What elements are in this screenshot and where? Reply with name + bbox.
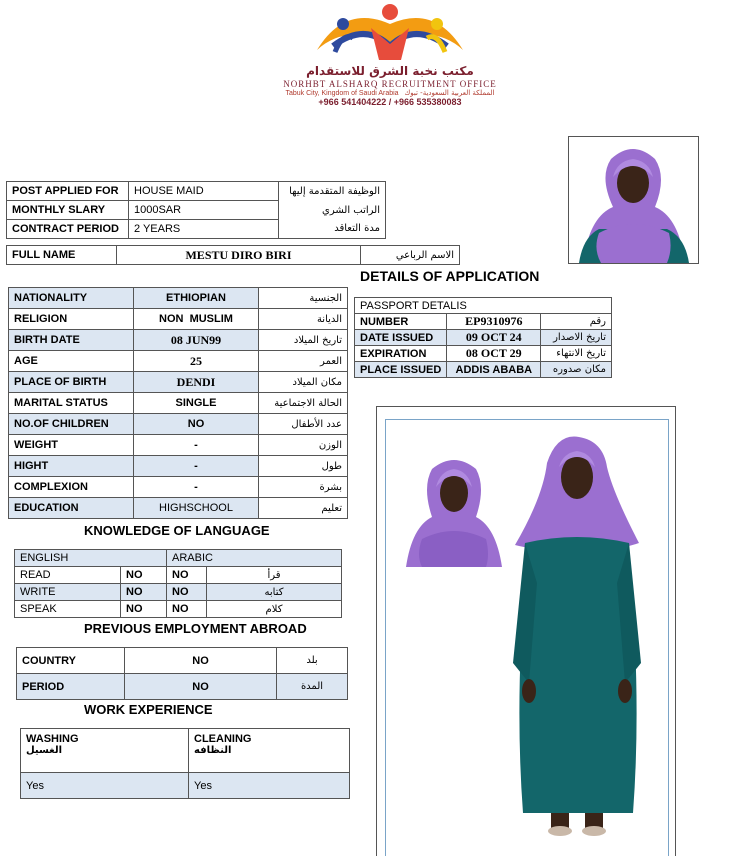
read-arabic: NO <box>167 567 207 584</box>
table-row <box>9 288 348 309</box>
language-arabic-header: ARABIC <box>167 550 342 567</box>
religion-label: RELIGION <box>9 309 134 330</box>
full-body-image <box>507 433 647 843</box>
complexion-value: - <box>134 477 259 498</box>
headshot-photo <box>568 136 699 264</box>
religion-label-ar: الديانة <box>259 309 348 330</box>
contract-period-value: 2 YEARS <box>129 220 279 239</box>
monthly-salary-label: MONTHLY SLARY <box>7 201 129 220</box>
table-row <box>21 773 350 799</box>
period-value: NO <box>125 674 277 700</box>
address-arabic: المملكة العربية السعودية- تبوك <box>404 89 495 97</box>
post-applied-value: HOUSE MAID <box>129 182 279 201</box>
cleaning-label: CLEANING <box>194 733 252 745</box>
marital-status-label: MARITAL STATUS <box>9 393 134 414</box>
age-label-ar: العمر <box>259 351 348 372</box>
cleaning-cell <box>189 729 350 773</box>
table-row <box>15 584 342 601</box>
language-table <box>14 549 342 618</box>
write-arabic: NO <box>167 584 207 601</box>
marital-status-label-ar: الحالة الاجتماعية <box>259 393 348 414</box>
religion-value: NON MUSLIM <box>134 309 259 330</box>
speak-label: SPEAK <box>15 601 121 618</box>
nationality-value: ETHIOPIAN <box>134 288 259 309</box>
period-label: PERIOD <box>17 674 125 700</box>
full-body-photo-frame <box>376 406 676 856</box>
weight-label: WEIGHT <box>9 435 134 456</box>
age-value: 25 <box>134 351 259 372</box>
table-row <box>355 314 612 330</box>
passport-table <box>354 297 612 378</box>
height-label: HIGHT <box>9 456 134 477</box>
table-row <box>9 309 348 330</box>
passport-number-label: NUMBER <box>355 314 447 330</box>
office-name-arabic: مكتب نخبة الشرق للاستقدام <box>306 64 474 78</box>
children-value: NO <box>134 414 259 435</box>
washing-cell <box>21 729 189 773</box>
speak-english: NO <box>121 601 167 618</box>
monthly-salary-label-ar: الراتب الشري <box>279 201 386 220</box>
period-label-ar: المدة <box>277 674 348 700</box>
table-row <box>17 648 348 674</box>
place-issued-label: PLACE ISSUED <box>355 362 447 378</box>
office-name-english: NORHBT ALSHARQ RECRUITMENT OFFICE <box>283 79 497 89</box>
education-label: EDUCATION <box>9 498 134 519</box>
table-row <box>7 246 460 265</box>
birth-date-value: 08 JUN99 <box>134 330 259 351</box>
table-row <box>15 550 342 567</box>
education-label-ar: تعليم <box>259 498 348 519</box>
children-label-ar: عدد الأطفال <box>259 414 348 435</box>
place-issued-label-ar: مكان صدوره <box>541 362 612 378</box>
read-label: READ <box>15 567 121 584</box>
table-row <box>15 567 342 584</box>
weight-value: - <box>134 435 259 456</box>
read-english: NO <box>121 567 167 584</box>
cleaning-value: Yes <box>189 773 350 799</box>
weight-label-ar: الوزن <box>259 435 348 456</box>
cleaning-label-ar: النظافه <box>194 745 232 756</box>
office-phones: +966 541404222 / +966 535380083 <box>318 97 462 107</box>
place-of-birth-label: PLACE OF BIRTH <box>9 372 134 393</box>
table-row <box>355 346 612 362</box>
inset-headshot-image <box>402 451 506 567</box>
table-row <box>9 498 348 519</box>
expiration-label: EXPIRATION <box>355 346 447 362</box>
date-issued-label: DATE ISSUED <box>355 330 447 346</box>
full-name-value: MESTU DIRO BIRI <box>117 246 361 265</box>
speak-arabic: NO <box>167 601 207 618</box>
write-label: WRITE <box>15 584 121 601</box>
language-heading: KNOWLEDGE OF LANGUAGE <box>84 523 270 538</box>
children-label: NO.OF CHILDREN <box>9 414 134 435</box>
full-name-table <box>6 245 460 265</box>
contract-period-label-ar: مدة التعاقد <box>279 220 386 239</box>
table-row <box>9 372 348 393</box>
details-heading: DETAILS OF APPLICATION <box>360 268 540 284</box>
expiration-label-ar: تاريخ الانتهاء <box>541 346 612 362</box>
expiration-value: 08 OCT 29 <box>447 346 541 362</box>
table-row <box>21 729 350 773</box>
headshot-image <box>569 137 698 263</box>
table-row <box>7 220 386 239</box>
nationality-label: NATIONALITY <box>9 288 134 309</box>
table-row <box>9 456 348 477</box>
passport-title: PASSPORT DETALIS <box>355 298 612 314</box>
height-label-ar: طول <box>259 456 348 477</box>
birth-date-label-ar: تاريخ الميلاد <box>259 330 348 351</box>
speak-label-ar: كلام <box>207 601 342 618</box>
post-applied-label: POST APPLIED FOR <box>7 182 129 201</box>
write-label-ar: كتابه <box>207 584 342 601</box>
employment-heading: PREVIOUS EMPLOYMENT ABROAD <box>84 621 307 636</box>
nationality-label-ar: الجنسية <box>259 288 348 309</box>
agency-header <box>230 0 550 110</box>
table-row <box>7 201 386 220</box>
complexion-label: COMPLEXION <box>9 477 134 498</box>
passport-number-value: EP9310976 <box>447 314 541 330</box>
country-label-ar: بلد <box>277 648 348 674</box>
agency-logo-people-icon <box>305 2 475 64</box>
passport-number-label-ar: رقم <box>541 314 612 330</box>
table-row <box>17 674 348 700</box>
position-table <box>6 181 386 239</box>
table-row <box>9 435 348 456</box>
country-value: NO <box>125 648 277 674</box>
employment-table <box>16 647 348 700</box>
contract-period-label: CONTRACT PERIOD <box>7 220 129 239</box>
table-row <box>355 298 612 314</box>
work-experience-table <box>20 728 350 799</box>
address-english: Tabuk City, Kingdom of Saudi Arabia <box>285 90 399 97</box>
details-table <box>8 287 348 519</box>
read-label-ar: قرأ <box>207 567 342 584</box>
education-value: HIGHSCHOOL <box>134 498 259 519</box>
monthly-salary-value: 1000SAR <box>129 201 279 220</box>
table-row <box>9 393 348 414</box>
height-value: - <box>134 456 259 477</box>
post-applied-label-ar: الوظيفة المتقدمة إليها <box>279 182 386 201</box>
language-english-header: ENGLISH <box>15 550 167 567</box>
place-of-birth-value: DENDI <box>134 372 259 393</box>
table-row <box>9 330 348 351</box>
write-english: NO <box>121 584 167 601</box>
birth-date-label: BIRTH DATE <box>9 330 134 351</box>
place-issued-value: ADDIS ABABA <box>447 362 541 378</box>
country-label: COUNTRY <box>17 648 125 674</box>
age-label: AGE <box>9 351 134 372</box>
table-row <box>355 330 612 346</box>
date-issued-label-ar: تاريخ الاصدار <box>541 330 612 346</box>
table-row <box>7 182 386 201</box>
table-row <box>355 362 612 378</box>
complexion-label-ar: بشرة <box>259 477 348 498</box>
table-row <box>9 414 348 435</box>
washing-value: Yes <box>21 773 189 799</box>
office-address <box>230 89 550 97</box>
washing-label-ar: الغسيل <box>26 745 63 756</box>
washing-label: WASHING <box>26 733 79 745</box>
marital-status-value: SINGLE <box>134 393 259 414</box>
full-name-label: FULL NAME <box>7 246 117 265</box>
date-issued-value: 09 OCT 24 <box>447 330 541 346</box>
full-name-label-ar: الاسم الرباعي <box>361 246 460 265</box>
place-of-birth-label-ar: مكان الميلاد <box>259 372 348 393</box>
work-experience-heading: WORK EXPERIENCE <box>84 702 213 717</box>
table-row <box>9 351 348 372</box>
table-row <box>15 601 342 618</box>
table-row <box>9 477 348 498</box>
